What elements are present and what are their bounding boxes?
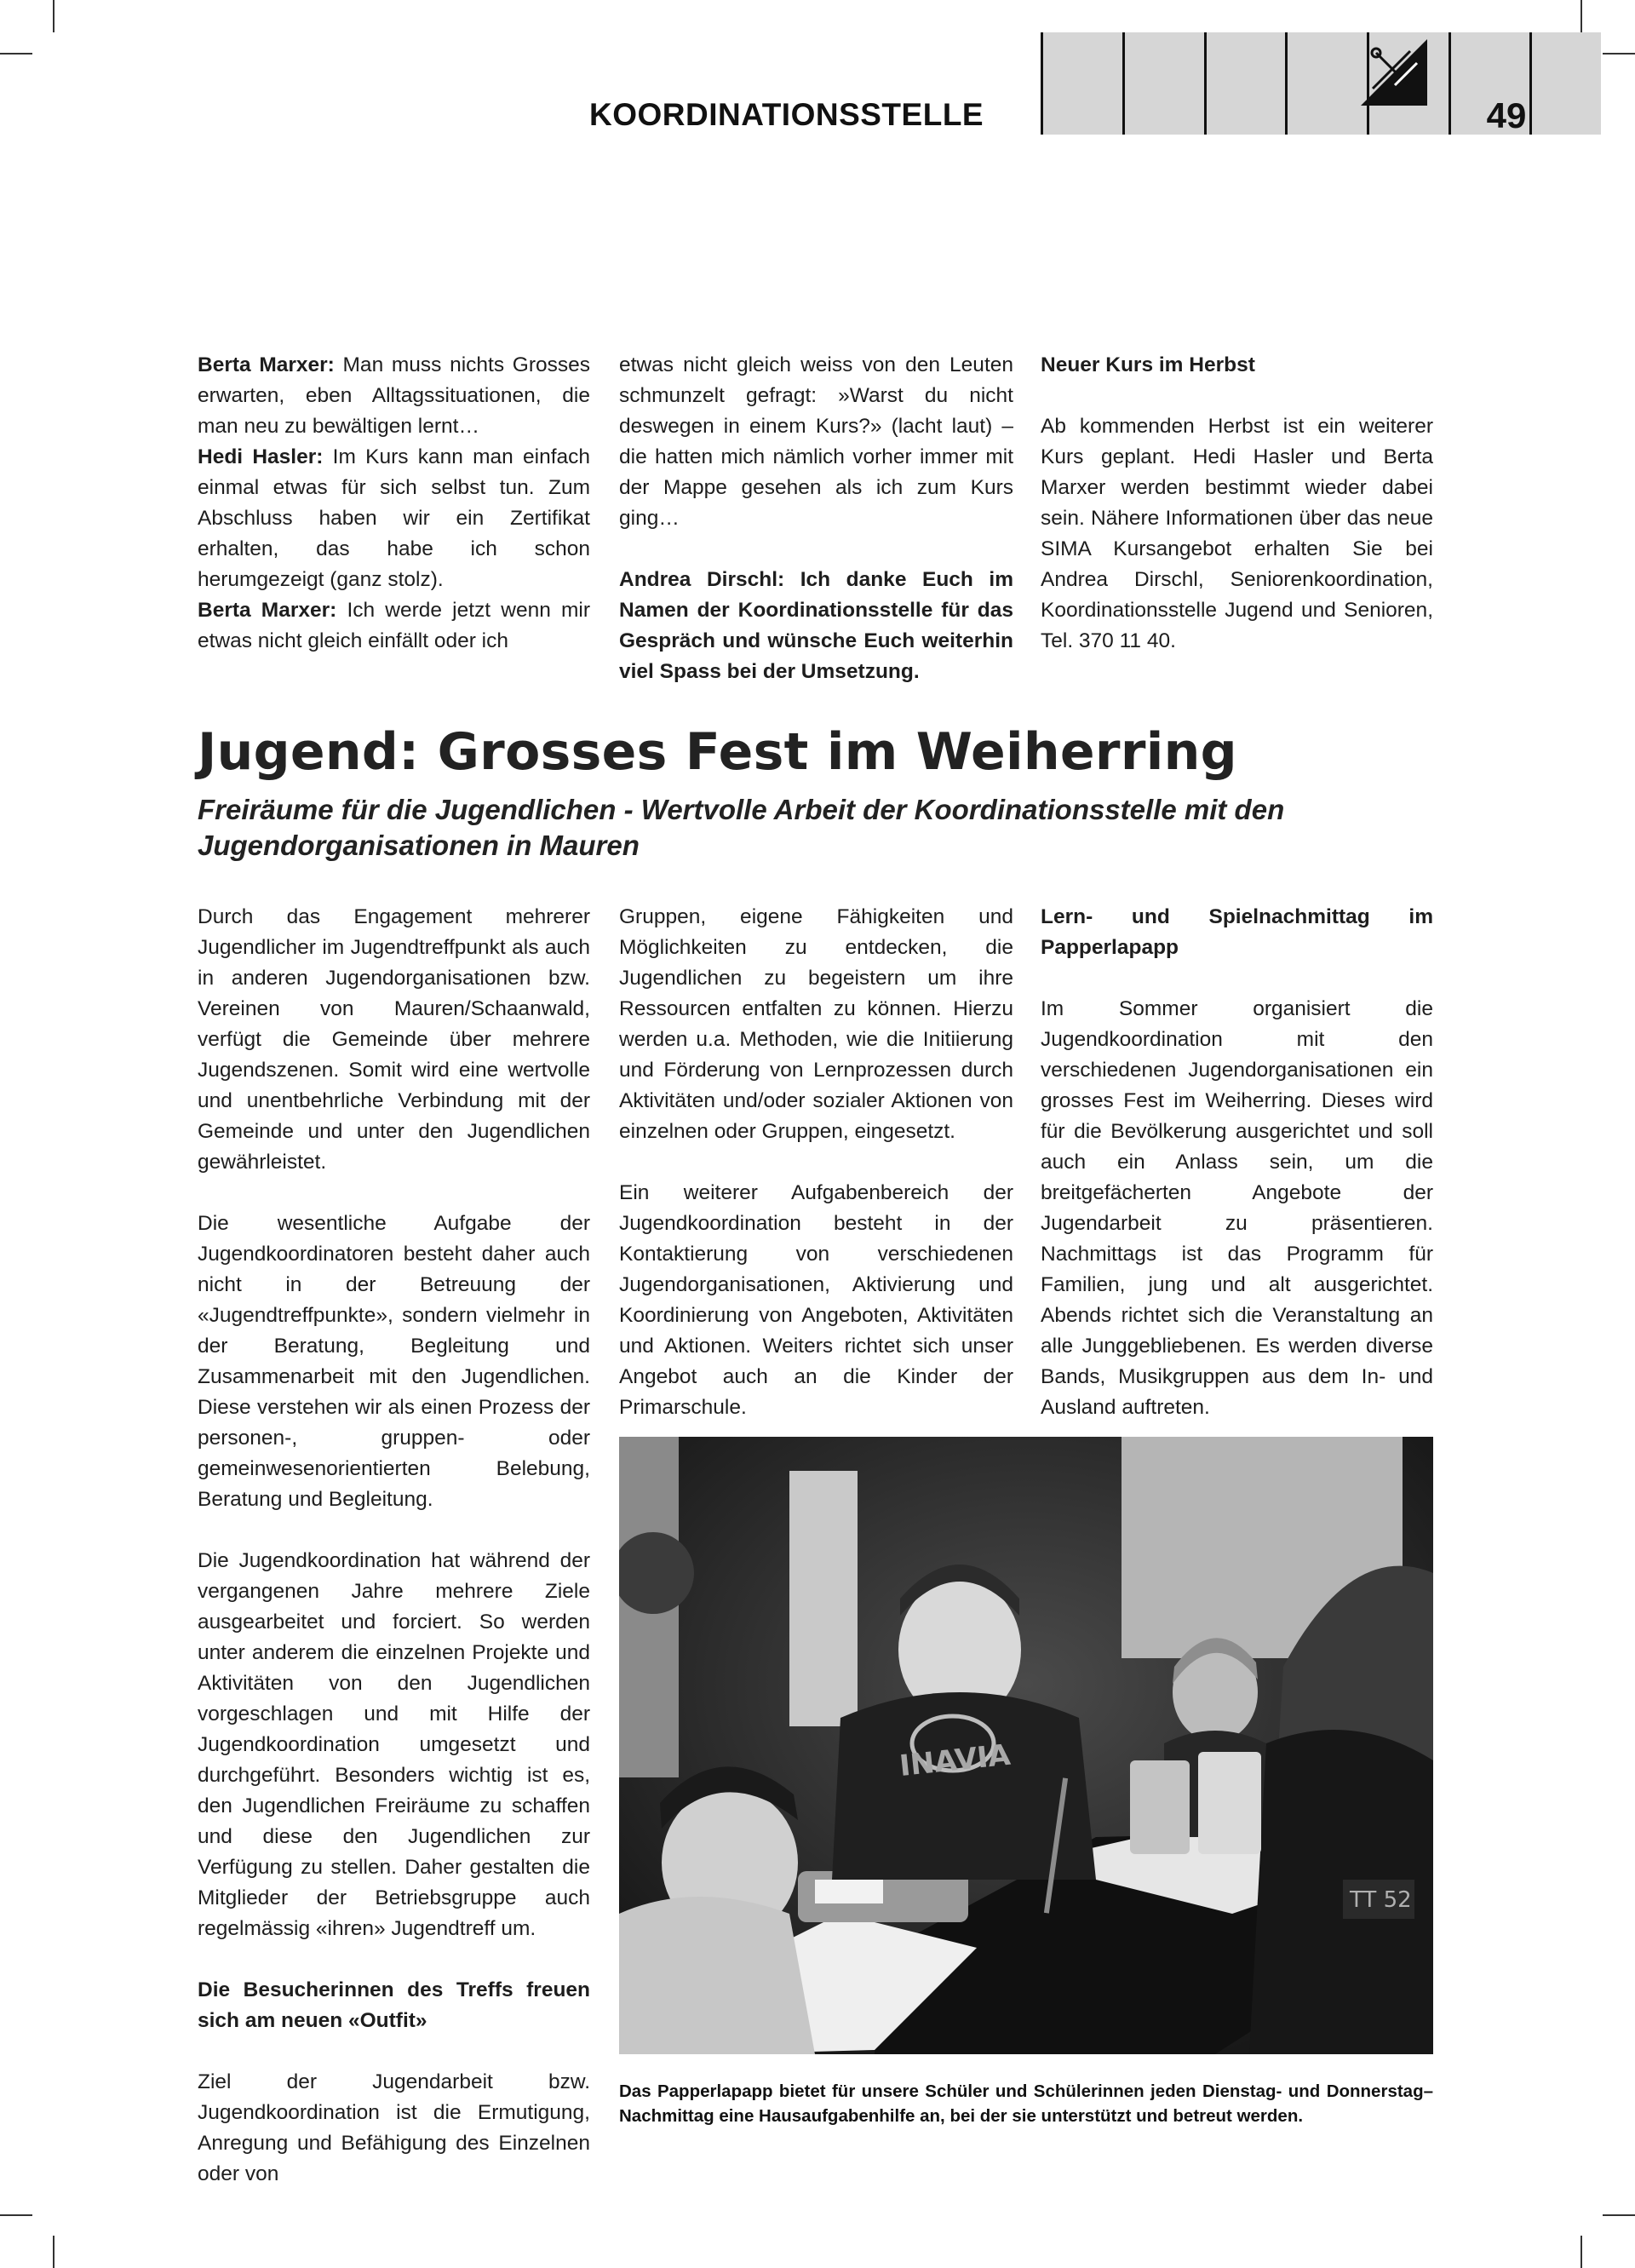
article-headline: Jugend: Grosses Fest im Weiherring xyxy=(198,722,1237,782)
crop-mark xyxy=(0,53,32,55)
speaker-name: Berta Marxer: xyxy=(198,599,337,622)
svg-text:TT 52: TT 52 xyxy=(1350,1887,1412,1913)
article-paragraph: Die Jugendkoordination hat während der vergangenen Jahre mehrere Ziele ausgearbeitet und forciert. So werden unter anderem die einzelnen Projekte und Aktivitäten von den Jugendlichen vorgeschlagen und mit Hilfe der Jugendkoordination umgesetzt und durchgeführt. Besonders wichtig ist es, den Jugendlichen Freiräume zu schaffen und diese den Jugendlichen zur Verfügung zu stellen. Daher gestalten die Mitglieder der Betriebsgruppe auch regelmässig «ihren» Jugendtreff um. xyxy=(198,1549,590,1940)
header-divider xyxy=(1041,32,1043,135)
article-paragraph: Im Sommer organisiert die Jugendkoordination mit den verschiedenen Jugendorganisationen ein grosses Fest im Weiherring. Dieses wird für die Bevölkerung ausgerichtet und soll auch ein Anlass sein, um die breitgefächerten Angebote der Jugendarbeit zu präsentieren. Nachmittags ist das Programm für Familien, jung und alt ausgerichtet. Abends richtet sich die Veranstaltung an alle Junggebliebenen. Es werden diverse Bands, Musikgruppen aus dem In- und Ausland auftreten. xyxy=(1041,997,1433,1419)
section-heading: Lern- und Spielnachmittag im Papperlapapp xyxy=(1041,905,1433,959)
article-paragraph: Ziel der Jugendarbeit bzw. Jugendkoordination ist die Ermutigung, Anregung und Befähigung des Einzelnen oder von xyxy=(198,2070,590,2185)
homework-photo xyxy=(619,1437,1433,2054)
article-paragraph: Durch das Engagement mehrerer Jugendlicher im Jugendtreffpunkt als auch in anderen Jugendorganisationen bzw. Vereinen von Mauren/Schaanwald, verfügt die Gemeinde über mehrere Jugendszenen. Somit wird eine wertvolle und unentbehrliche Verbindung mit der Gemeinde und unter den Jugendlichen gewährleistet. xyxy=(198,905,590,1174)
interview-column-3 xyxy=(1041,350,1433,657)
interview-column-2 xyxy=(619,350,1013,687)
article-column-2 xyxy=(619,902,1013,1423)
interview-column-1 xyxy=(198,350,590,657)
interview-paragraph: Hedi Hasler: Im Kurs kann man einfach einmal etwas für sich selbst tun. Zum Abschluss haben wir ein Zertifikat erhalten, das habe ich schon herumgezeigt (ganz stolz). xyxy=(198,445,590,591)
interview-paragraph: etwas nicht gleich weiss von den Leuten schmunzelt gefragt: »Warst du nicht deswegen in einem Kurs?» (lacht laut) – die hatten mich nämlich vorher immer mit der Mappe gesehen als ich zum Kurs ging… xyxy=(619,353,1013,530)
svg-text:INAVIA: INAVIA xyxy=(898,1737,1013,1784)
course-info: Ab kommenden Herbst ist ein weiterer Kurs geplant. Hedi Hasler und Berta Marxer werden bestimmt wieder dabei sein. Nähere Informationen über das neue SIMA Kursangebot erhalten Sie bei Andrea Dirschl, Seniorenkoordination, Koordinationsstelle Jugend und Senioren, Tel. 370 11 40. xyxy=(1041,415,1433,652)
page-number: 49 xyxy=(1486,95,1527,135)
speaker-name: Berta Marxer: xyxy=(198,353,335,376)
photo-caption: Das Papperlapapp bietet für unsere Schüler und Schülerinnen jeden Dienstag- und Donnerstag–Nachmittag eine Hausaufgabenhilfe an, bei der sie unterstützt und betreut werden. xyxy=(619,2081,1433,2126)
photo-scene xyxy=(619,1437,1433,2054)
article-paragraph: Gruppen, eigene Fähigkeiten und Möglichkeiten zu entdecken, die Jugendlichen zu begeistern um ihre Ressourcen entfalten zu können. Hierzu werden u.a. Methoden, wie die Initiierung und Förderung von Lernprozessen durch Aktivitäten und/oder sozialer Aktionen von einzelnen oder Gruppen, eingesetzt. xyxy=(619,905,1013,1143)
section-heading: Die Besucherinnen des Treffs freuen sich am neuen «Outfit» xyxy=(198,1978,590,2032)
crop-mark xyxy=(1603,53,1635,55)
crop-mark xyxy=(0,2214,32,2216)
header-divider xyxy=(1449,32,1451,135)
crop-mark xyxy=(53,2236,54,2268)
header-divider xyxy=(1204,32,1207,135)
crop-mark xyxy=(53,0,54,32)
header-divider xyxy=(1122,32,1125,135)
crop-mark xyxy=(1603,2214,1635,2216)
article-column-1 xyxy=(198,902,590,2190)
section-title: KOORDINATIONSSTELLE xyxy=(589,97,984,132)
header-divider xyxy=(1285,32,1288,135)
closing-statement: Andrea Dirschl: Ich danke Euch im Namen der Koordinationsstelle für das Gespräch und wünsche Euch weiterhin viel Spass bei der Umsetzung. xyxy=(619,568,1013,683)
crest-icon xyxy=(1361,39,1427,106)
interview-paragraph: Berta Marxer: Man muss nichts Grosses erwarten, eben Alltagssituationen, die man neu zu bewältigen lernt… xyxy=(198,353,590,438)
speaker-name: Hedi Hasler: xyxy=(198,445,324,468)
article-subheadline: Freiräume für die Jugendlichen - Wertvolle Arbeit der Koordinationsstelle mit den Jugendorganisationen in Mauren xyxy=(198,794,1285,861)
article-column-3 xyxy=(1041,902,1433,1423)
article-paragraph: Ein weiterer Aufgabenbereich der Jugendkoordination besteht in der Kontaktierung von verschiedenen Jugendorganisationen, Aktivierung und Koordinierung von Angeboten, Aktivitäten und Aktionen. Weiters richtet sich unser Angebot auch an die Kinder der Primarschule. xyxy=(619,1181,1013,1419)
crop-mark xyxy=(1580,2236,1582,2268)
section-heading: Neuer Kurs im Herbst xyxy=(1041,353,1255,376)
interview-paragraph: Berta Marxer: Ich werde jetzt wenn mir etwas nicht gleich einfällt oder ich xyxy=(198,599,590,652)
article-paragraph: Die wesentliche Aufgabe der Jugendkoordinatoren besteht daher auch nicht in der Betreuung der «Jugendtreffpunkte», sondern vielmehr in der Beratung, Begleitung und Zusammenarbeit mit den Jugendlichen. Diese verstehen wir als einen Prozess der personen-, gruppen- oder gemeinwesenorientierten Belebung, Beratung und Begleitung. xyxy=(198,1212,590,1511)
crop-mark xyxy=(1580,0,1582,32)
